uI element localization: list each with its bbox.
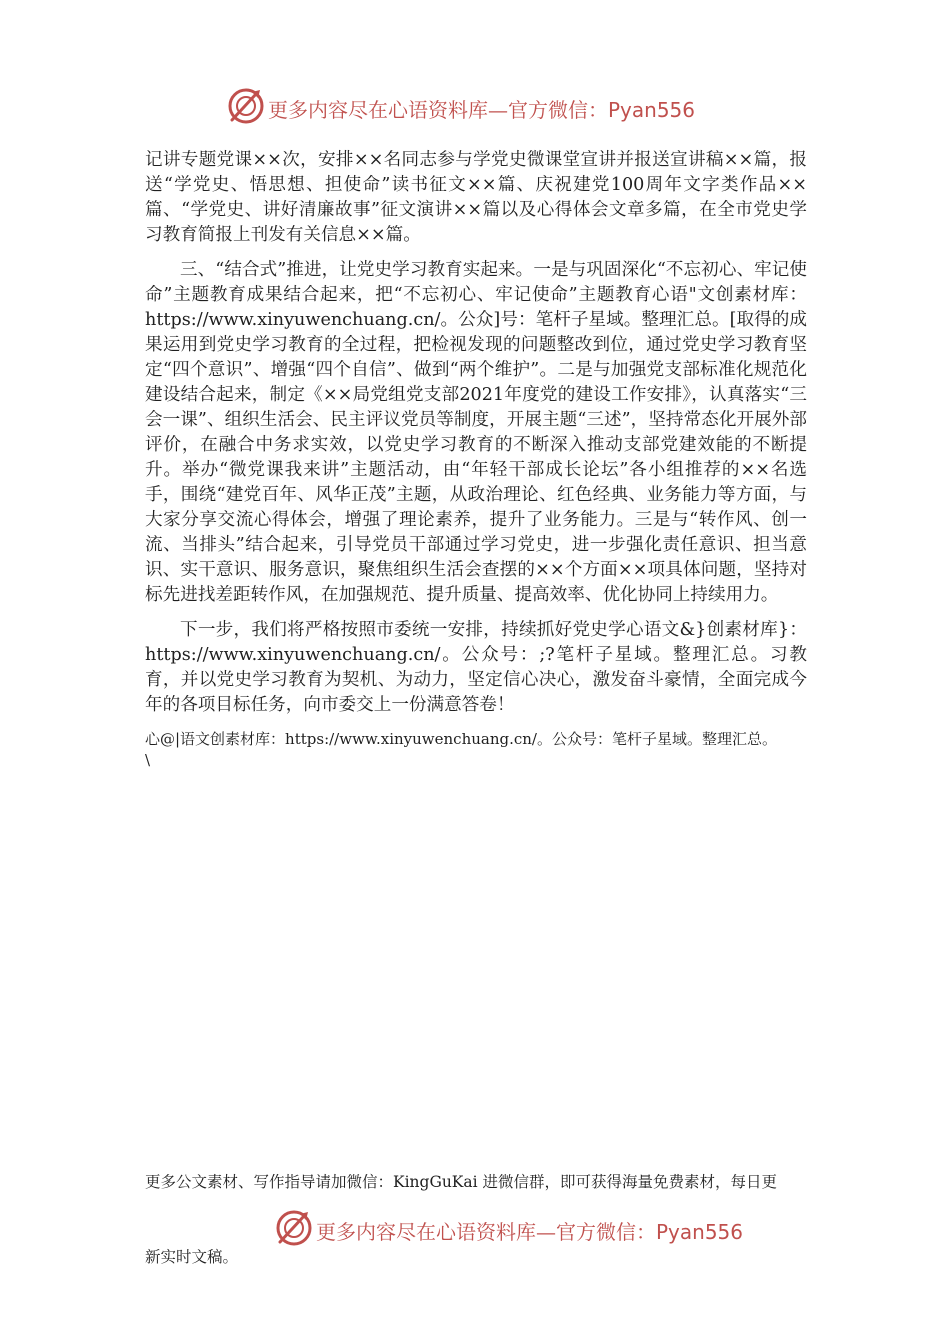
logo-icon (226, 86, 266, 126)
banner-title: 更多内容尽在心语资料库 (316, 1220, 536, 1244)
banner-wechat-id: Pyan556 (656, 1220, 744, 1244)
banner-dash: — (488, 98, 508, 122)
backslash-mark: \ (145, 751, 151, 769)
banner-text (316, 1216, 743, 1245)
document-body (145, 148, 807, 770)
paragraph-3: 下一步，我们将严格按照市委统一安排，持续抓好党史学心语文&}创素材库}：https://www.xinyuwenchuang.cn/。公众号：;?笔杆子星域。整理汇总。习教育，并以党史学习教育为契机、为动力，坚定信心决心，激发奋斗豪情，全面完成今年的各项目标任务，向市委交上一份满意答卷！ (145, 620, 807, 715)
banner-title: 更多内容尽在心语资料库 (268, 98, 488, 122)
header-banner (0, 86, 950, 126)
banner-text (268, 94, 695, 123)
banner-wechat-id: Pyan556 (608, 98, 696, 122)
paragraph-2: 三、“结合式”推进，让党史学习教育实起来。一是与巩固深化“不忘初心、牢记使命”主题教育成果结合起来，把“不忘初心、牢记使命”主题教育心语"文创素材库：https://www.xinyuwenchuang.cn/。公众]号：笔杆子星域。整理汇总。[取得的成果运用到党史学习教育的全过程，把检视发现的问题整改到位，通过党史学习教育坚定“四个意识”、增强“四个自信”、做到“两个维护”。二是与加强党支部标准化规范化建设结合起来，制定《××局党组党支部2021年度党的建设工作安排》，认真落实“三会一课”、组织生活会、民主评议党员等制度，开展主题“三述”，坚持常态化开展外部评价，在融合中务求实效，以党史学习教育的不断深入推动支部党建效能的不断提升。举办“微党课我来讲”主题活动，由“年轻干部成长论坛”各小组推荐的××名选手，围绕“建党百年、风华正茂”主题，从政治理论、红色经典、业务能力等方面，与大家分享交流心得体会，增强了理论素养，提升了业务能力。三是与“转作风、创一流、当排头”结合起来，引导党员干部通过学习党史，进一步强化责任意识、担当意识、实干意识、服务意识，聚焦组织生活会查摆的××个方面××项具体问题，坚持对标先进找差距转作风，在加强规范、提升质量、提高效率、优化协同上持续用力。 (145, 260, 807, 605)
paragraph-1: 记讲专题党课××次，安排××名同志参与学党史微课堂宣讲并报送宣讲稿××篇，报送“学党史、悟思想、担使命”读书征文××篇、庆祝建党100周年文字类作品××篇、“学党史、讲好清廉故事”征文演讲××篇以及心得体会文章多篇，在全市党史学习教育简报上刊发有关信息××篇。 (145, 150, 807, 245)
source-note: 心@|语文创素材库：https://www.xinyuwenchuang.cn/。公众号：笔杆子星域。整理汇总。 (145, 730, 777, 748)
footer-line-2: 新实时文稿。 (145, 1248, 239, 1266)
footer-banner (0, 1208, 950, 1248)
logo-icon (274, 1208, 314, 1248)
banner-wechat-label: 官方微信： (508, 98, 608, 122)
banner-dash: — (536, 1220, 556, 1244)
banner-wechat-label: 官方微信： (556, 1220, 656, 1244)
footer-line-1: 更多公文素材、写作指导请加微信：KingGuKai 进微信群，即可获得海量免费素材，每日更 (145, 1173, 778, 1191)
